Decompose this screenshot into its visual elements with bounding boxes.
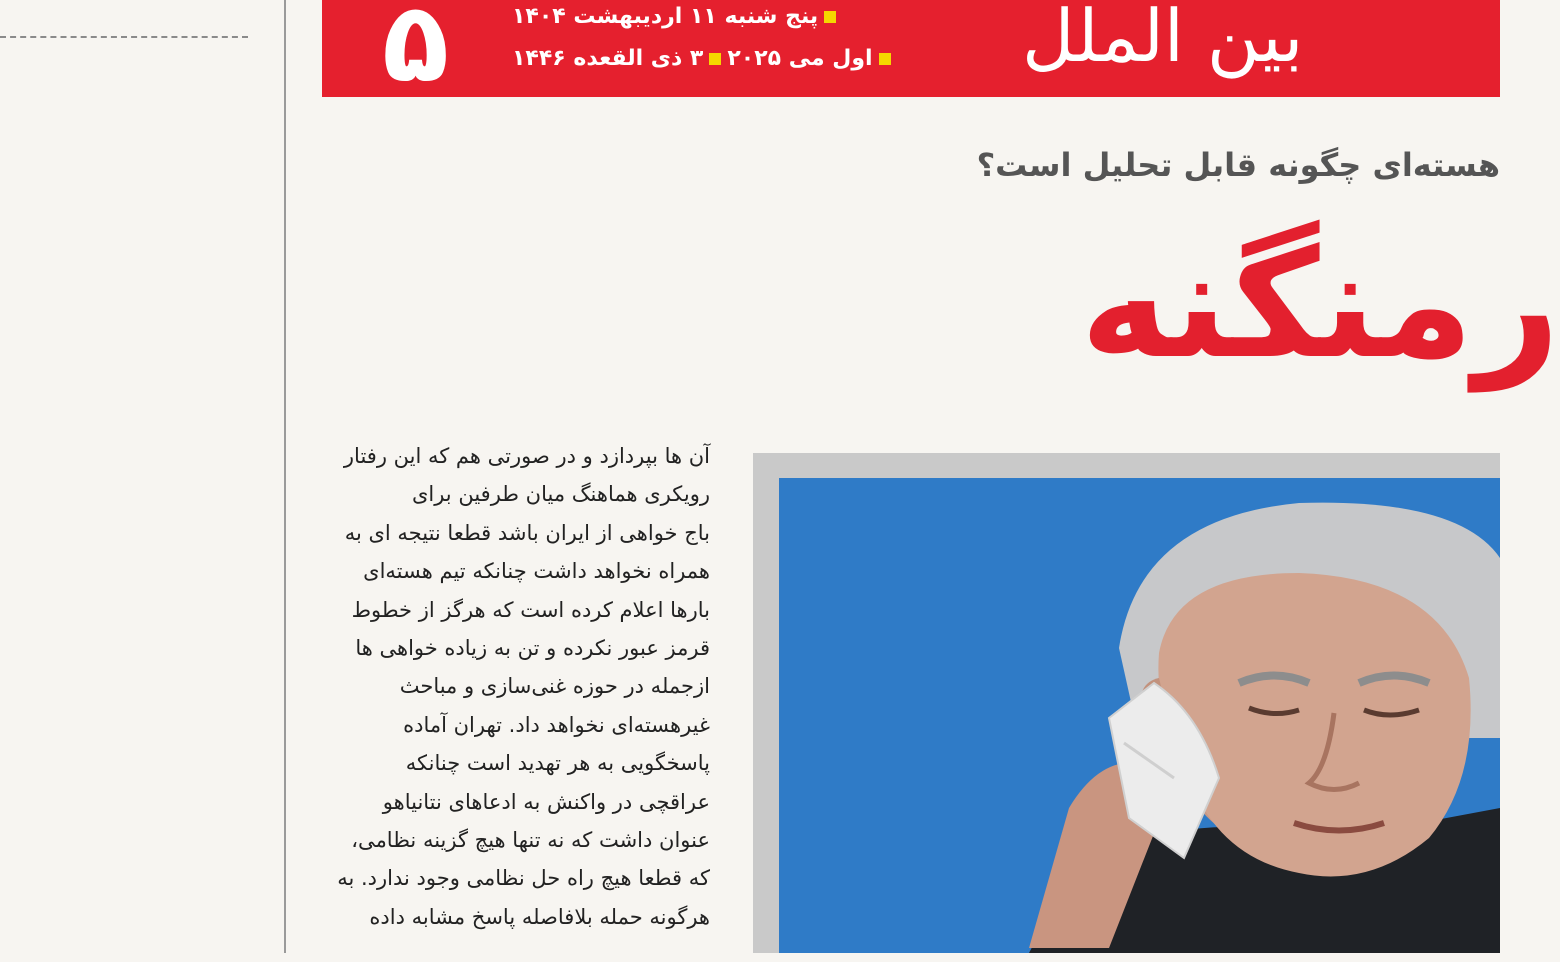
side-article: [0, 0, 284, 953]
main-body-line: عنوان داشت که نه تنها هیچ گزینه نظامی،: [351, 827, 710, 852]
main-body-line: غیرهسته‌ای نخواهد داد. تهران آماده: [403, 712, 710, 737]
main-body-line: قرمز عبور نکرده و تن به زیاده خواهی ها: [355, 635, 710, 660]
main-body-line: آن ها بپردازد و در صورتی هم که این رفتار: [343, 444, 710, 468]
main-body-line: پاسخگویی به هر تهدید است چنانکه: [405, 751, 710, 776]
main-article-headline[interactable]: رمنگنه: [1080, 218, 1560, 392]
main-article-body: [322, 437, 710, 936]
main-body-line: رویکری هماهنگ میان طرفین برای: [411, 482, 710, 507]
main-body-line: همراه نخواهد داشت چنانکه تیم هسته‌ای: [363, 559, 710, 584]
date-bullet-icon: [824, 11, 836, 23]
column-divider: [284, 0, 286, 953]
persian-date: پنج شنبه ۱۱ اردیبهشت ۱۴۰۴: [512, 4, 819, 29]
gregorian-date: اول می ۲۰۲۵: [727, 46, 873, 71]
section-title: بین الملل: [1022, 0, 1304, 78]
article-photo[interactable]: [779, 478, 1500, 953]
hijri-date: ۳ ذی القعده ۱۴۴۶: [512, 46, 704, 71]
date-bullet-icon: [709, 53, 721, 65]
main-article-kicker: هسته‌ای چگونه قابل تحلیل است؟: [976, 146, 1500, 184]
date-line-hijri-gregorian: [512, 46, 897, 71]
section-masthead: [322, 0, 1500, 106]
main-body-line: که قطعا هیچ راه حل نظامی وجود ندارد. به: [337, 866, 710, 891]
page-number: ۵: [382, 0, 450, 106]
main-body-line: ازجمله در حوزه غنی‌سازی و مباحث: [399, 674, 710, 699]
main-body-line: باج خواهی از ایران باشد قطعا نتیجه ای به: [344, 520, 710, 545]
date-line-persian: [512, 4, 842, 29]
main-body-line: بارها اعلام کرده است که هرگز از خطوط: [351, 597, 710, 622]
main-body-line: هرگونه حمله بلافاصله پاسخ مشابه داده: [369, 904, 710, 929]
date-bullet-icon: [879, 53, 891, 65]
main-body-line: عراقچی در واکنش به ادعاهای نتانیاهو: [382, 789, 710, 814]
portrait-illustration: [779, 478, 1500, 953]
dashed-divider: [0, 36, 248, 38]
